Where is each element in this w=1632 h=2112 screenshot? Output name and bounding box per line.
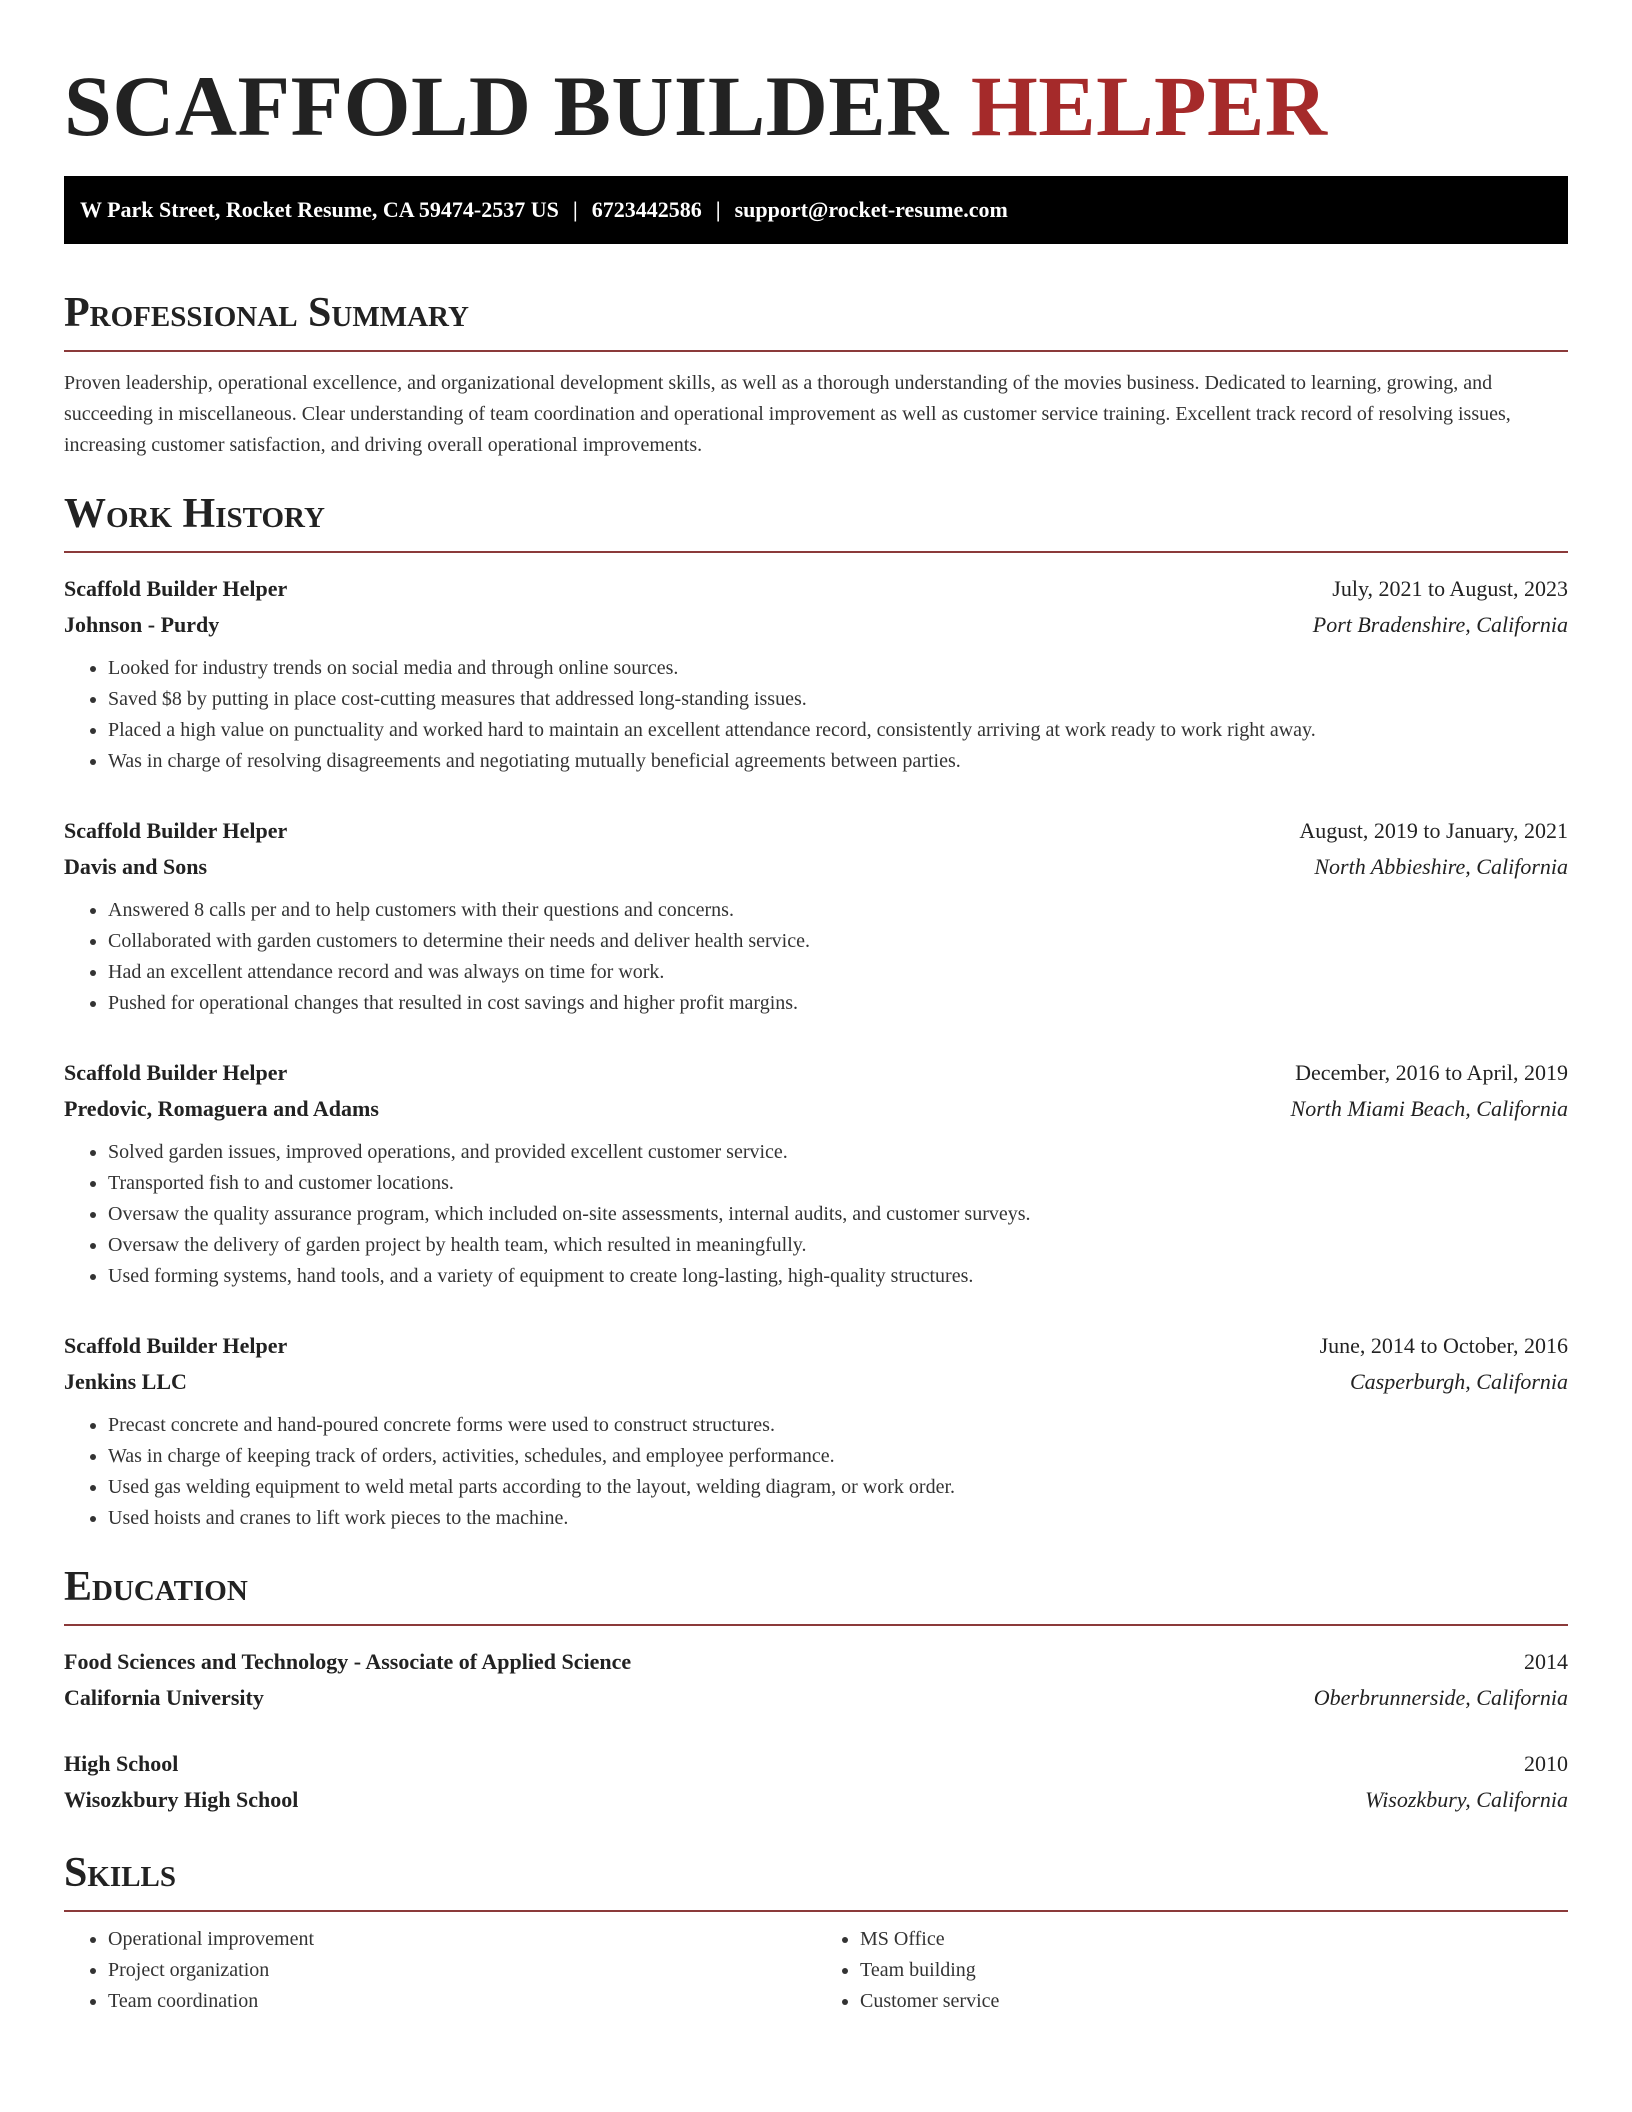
job-entry [64,1328,1568,1534]
education-heading: Education [64,1562,1568,1626]
job-company-row [64,1364,1568,1400]
job-entry [64,571,1568,777]
education-school: California University [64,1685,264,1710]
job-bullets [64,895,1568,1019]
job-bullet: • Pushed for operational changes that resulted in cost savings and higher profit margins. [108,988,1568,1019]
skill-item: • Project organization [108,1955,816,1986]
job-bullet: • Was in charge of resolving disagreements and negotiating mutually beneficial agreements between parties. [108,746,1568,777]
education-degree: High School [64,1751,179,1776]
education-school: Wisozkbury High School [64,1787,299,1812]
job-company: Jenkins LLC [64,1369,187,1394]
job-location: Port Bradenshire, California [1312,612,1568,637]
job-title-row [64,813,1568,849]
skill-item: • Team building [860,1955,1568,1986]
job-title-row [64,1328,1568,1364]
skills-column-left [64,1924,816,2017]
contact-address: W Park Street, Rocket Resume, CA 59474-2537 US [80,197,559,222]
job-location: Casperburgh, California [1350,1369,1568,1394]
job-bullet: • Saved $8 by putting in place cost-cutting measures that addressed long-standing issues. [108,684,1568,715]
education-degree-row [64,1644,1568,1680]
skills-heading: Skills [64,1848,1568,1912]
education-year: 2010 [1524,1751,1568,1776]
job-bullet: • Placed a high value on punctuality and worked hard to maintain an excellent attendance record, consistently arriving at work ready to work right away. [108,715,1568,746]
education-school-row [64,1680,1568,1716]
job-bullet: • Was in charge of keeping track of orders, activities, schedules, and employee performance. [108,1441,1568,1472]
job-title-row [64,1055,1568,1091]
job-bullets [64,653,1568,777]
job-dates: June, 2014 to October, 2016 [1319,1333,1568,1358]
job-location: North Abbieshire, California [1314,854,1568,879]
skill-item: • Operational improvement [108,1924,816,1955]
job-bullet: • Solved garden issues, improved operations, and provided excellent customer service. [108,1137,1568,1168]
skill-item: • Customer service [860,1986,1568,2017]
job-title: Scaffold Builder Helper [64,576,288,601]
contact-bar [64,176,1568,244]
job-company-row [64,849,1568,885]
job-entry [64,1055,1568,1292]
skills-column-right [816,1924,1568,2017]
job-bullet: • Answered 8 calls per and to help customers with their questions and concerns. [108,895,1568,926]
job-company-row [64,607,1568,643]
skills-grid [64,1924,1568,2017]
contact-phone: 6723442586 [591,197,702,222]
job-company: Johnson - Purdy [64,612,220,637]
job-company: Davis and Sons [64,854,208,879]
job-bullet: • Used forming systems, hand tools, and a variety of equipment to create long-lasting, high-quality structures. [108,1261,1568,1292]
contact-separator: | [715,197,721,222]
contact-separator: | [572,197,578,222]
job-bullet: • Looked for industry trends on social media and through online sources. [108,653,1568,684]
job-bullets [64,1410,1568,1534]
summary-heading: Professional Summary [64,288,1568,352]
job-bullet: • Oversaw the quality assurance program, which included on-site assessments, internal audits, and customer surveys. [108,1199,1568,1230]
name-accent: HELPER [970,58,1328,154]
name-main: SCAFFOLD BUILDER [64,58,949,154]
job-location: North Miami Beach, California [1290,1096,1568,1121]
job-dates: July, 2021 to August, 2023 [1332,576,1568,601]
job-bullet: • Precast concrete and hand-poured concrete forms were used to construct structures. [108,1410,1568,1441]
resume-name [64,56,1568,156]
education-degree: Food Sciences and Technology - Associate of Applied Science [64,1649,632,1674]
job-title: Scaffold Builder Helper [64,1060,288,1085]
job-bullet: • Used gas welding equipment to weld metal parts according to the layout, welding diagram, or work order. [108,1472,1568,1503]
skill-item: • MS Office [860,1924,1568,1955]
job-company: Predovic, Romaguera and Adams [64,1096,379,1121]
contact-email: support@rocket-resume.com [734,197,1008,222]
job-title: Scaffold Builder Helper [64,1333,288,1358]
education-location: Oberbrunnerside, California [1313,1685,1568,1710]
job-dates: December, 2016 to April, 2019 [1295,1060,1568,1085]
education-location: Wisozkbury, California [1365,1787,1568,1812]
job-bullet: • Collaborated with garden customers to determine their needs and deliver health service. [108,926,1568,957]
summary-text: Proven leadership, operational excellence, and organizational development skills, as well as a thorough understanding of the movies business. Dedicated to learning, growing, and succeeding in miscellaneous. Clear understanding of team coordination and operational improvement as well as customer service training. Excellent track record of resolving issues, increasing customer satisfaction, and driving overall operational improvements. [64,372,1511,456]
work-history-heading: Work History [64,489,1568,553]
job-bullet: • Had an excellent attendance record and was always on time for work. [108,957,1568,988]
job-bullet: • Oversaw the delivery of garden project by health team, which resulted in meaningfully. [108,1230,1568,1261]
job-company-row [64,1091,1568,1127]
job-title-row [64,571,1568,607]
job-dates: August, 2019 to January, 2021 [1299,818,1568,843]
job-bullet: • Transported fish to and customer locations. [108,1168,1568,1199]
education-year: 2014 [1524,1649,1568,1674]
job-bullets [64,1137,1568,1292]
job-bullet: • Used hoists and cranes to lift work pieces to the machine. [108,1503,1568,1534]
education-degree-row [64,1746,1568,1782]
job-title: Scaffold Builder Helper [64,818,288,843]
education-entry [64,1746,1568,1818]
education-entry [64,1644,1568,1716]
skill-item: • Team coordination [108,1986,816,2017]
job-entry [64,813,1568,1019]
education-school-row [64,1782,1568,1818]
